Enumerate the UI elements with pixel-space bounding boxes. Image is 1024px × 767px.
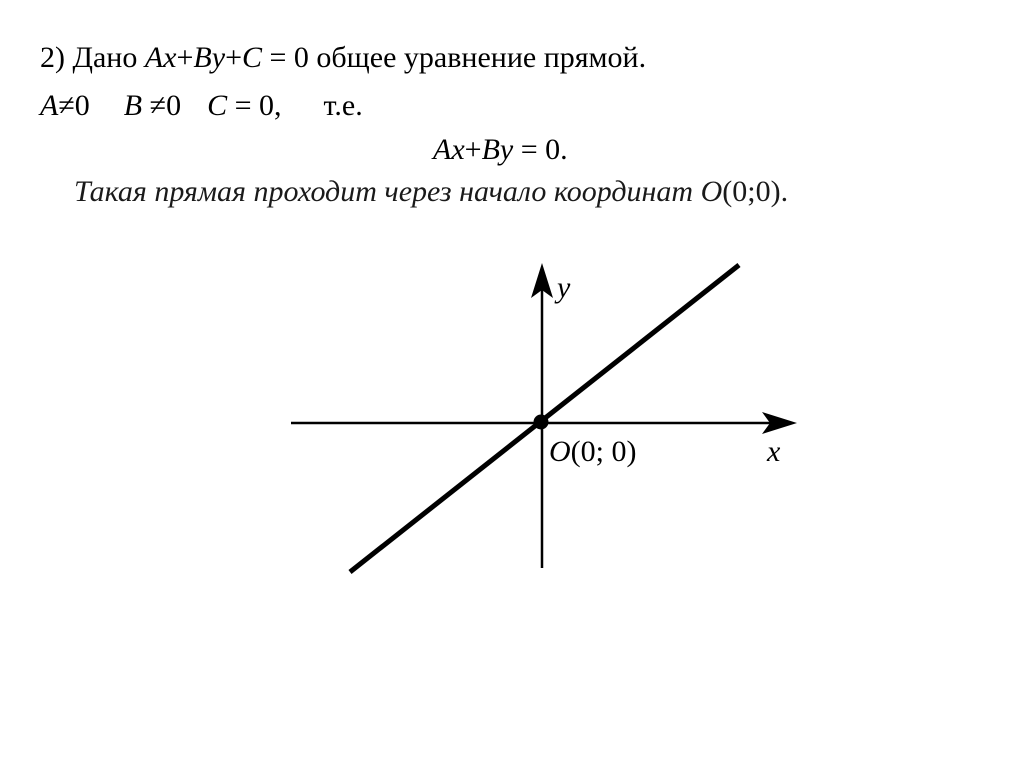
origin-statement-text: Такая прямая проходит через начало координат bbox=[74, 175, 701, 208]
eq-var-b: B bbox=[193, 41, 212, 74]
eq-var-y: y bbox=[211, 41, 226, 74]
eq-var-a: A bbox=[144, 41, 164, 74]
origin-point-dot bbox=[534, 415, 549, 430]
eq-var-c: C bbox=[241, 41, 262, 74]
cond-b-rest: ≠0 bbox=[142, 89, 182, 122]
reduced-plus: + bbox=[464, 133, 482, 166]
reduced-equals-zero: = 0. bbox=[513, 133, 568, 166]
y-axis-label: y bbox=[557, 271, 571, 304]
reduced-var-y: y bbox=[499, 133, 514, 166]
origin-point-coords: (0;0). bbox=[722, 175, 789, 208]
line1-suffix: общее уравнение прямой. bbox=[308, 41, 647, 74]
eq-plus-2: + bbox=[225, 41, 242, 74]
cond-c-var: C bbox=[207, 89, 228, 122]
origin-label bbox=[549, 435, 637, 468]
cond-b-var: B bbox=[123, 89, 143, 122]
ie-text: т.е. bbox=[323, 89, 363, 122]
origin-label-var: O bbox=[549, 435, 571, 468]
origin-label-coords: (0; 0) bbox=[570, 435, 637, 468]
reduced-var-a: A bbox=[433, 133, 452, 166]
eq-equals-zero: = 0 bbox=[262, 41, 309, 74]
line1-prefix: 2) Дано bbox=[40, 41, 145, 74]
origin-point-var: O bbox=[700, 175, 723, 208]
reduced-var-x: x bbox=[451, 133, 465, 166]
cond-a-rest: ≠0 bbox=[58, 89, 90, 122]
cond-a-var: A bbox=[40, 89, 59, 122]
cond-c-rest: = 0, bbox=[227, 89, 282, 122]
eq-plus-1: + bbox=[176, 41, 194, 74]
x-axis-label: x bbox=[767, 435, 781, 468]
reduced-var-b: B bbox=[481, 133, 500, 166]
eq-var-x: x bbox=[163, 41, 177, 74]
